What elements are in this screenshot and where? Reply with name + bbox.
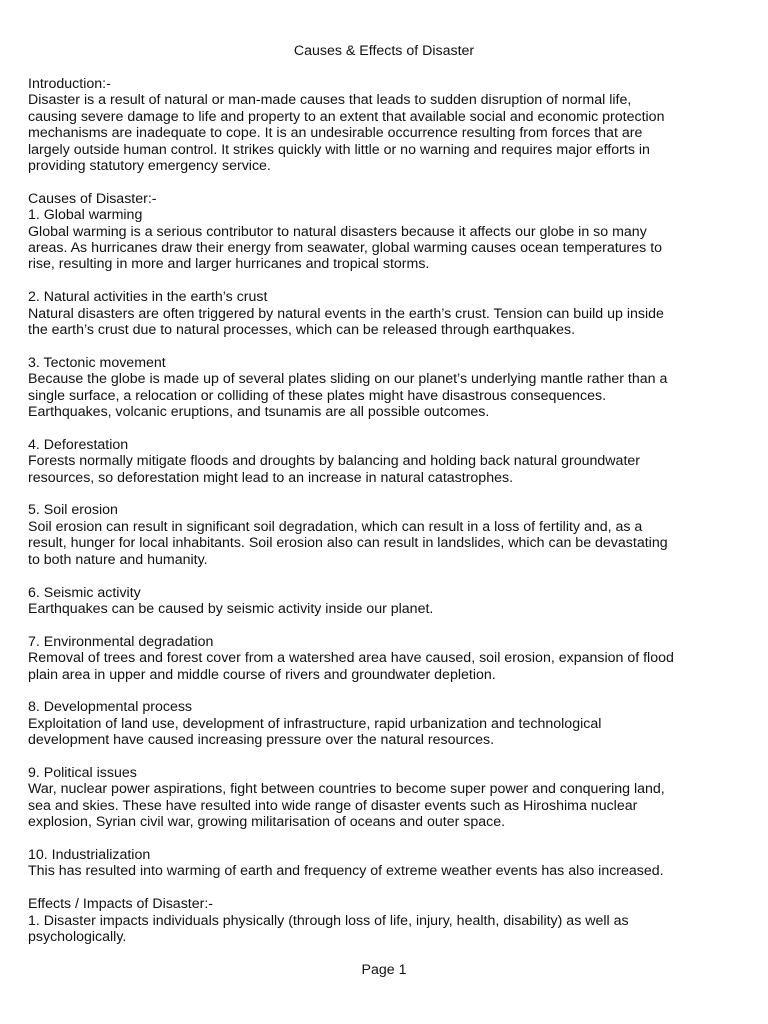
cause-line: single surface, a relocation or colliding of these plates might have disastrous consequences. [28,387,607,404]
cause-line: development have caused increasing pressure over the natural resources. [28,732,495,749]
cause-line: Natural disasters are often triggered by natural events in the earth’s crust. Tension can build up inside [28,305,664,322]
intro-line: Disaster is a result of natural or man-made causes that leads to sudden disruption of normal life, [28,92,632,109]
cause-line: Global warming is a serious contributor to natural disasters because it affects our globe in so many [28,223,647,240]
effect-line: psychologically. [28,928,127,945]
cause-heading: 3. Tectonic movement [28,354,166,371]
effect-line: 1. Disaster impacts individuals physically (through loss of life, injury, health, disability) as well as [28,912,629,929]
cause-line: areas. As hurricanes draw their energy from seawater, global warming causes ocean temperatures to [28,240,663,257]
cause-heading: 8. Developmental process [28,699,193,716]
cause-line: Earthquakes, volcanic eruptions, and tsunamis are all possible outcomes. [28,404,490,421]
intro-line: largely outside human control. It strikes quickly with little or no warning and requires major efforts in [28,141,650,158]
cause-line: Removal of trees and forest cover from a watershed area have caused, soil erosion, expansion of flood [28,650,674,667]
document-title: Causes & Effects of Disaster [293,43,475,59]
cause-line: to both nature and humanity. [28,551,208,568]
cause-line: resources, so deforestation might lead to an increase in natural catastrophes. [28,469,514,486]
cause-section-1 [28,191,740,273]
cause-section-8 [28,699,740,748]
cause-section-4 [28,437,740,486]
cause-heading: 9. Political issues [28,764,137,781]
cause-heading: 4. Deforestation [28,436,129,453]
cause-section-2 [28,289,740,338]
intro-heading: Introduction:- [28,76,111,92]
causes-heading: Causes of Disaster:- [28,190,157,207]
cause-line: Forests normally mitigate floods and droughts by balancing and holding back natural groundwater [28,453,641,470]
cause-section-6 [28,585,740,618]
cause-line: the earth’s crust due to natural processes, which can be released through earthquakes. [28,322,576,339]
effects-heading: Effects / Impacts of Disaster:- [28,896,214,913]
effects-section [28,896,740,945]
cause-line: sea and skies. These have resulted into wide range of disaster events such as Hiroshima nuclear [28,797,638,814]
cause-line: This has resulted into warming of earth and frequency of extreme weather events has also increased. [28,863,664,880]
intro-line: causing severe damage to life and property to an extent that available social and economic protection [28,108,665,125]
cause-line: Exploitation of land use, development of infrastructure, rapid urbanization and technological [28,715,602,732]
cause-heading: 7. Environmental degradation [28,633,214,650]
cause-section-9 [28,765,740,831]
cause-section-7 [28,634,740,683]
cause-heading: 2. Natural activities in the earth’s crust [28,289,268,306]
intro-line: providing statutory emergency service. [28,158,271,175]
cause-line: plain area in upper and middle course of rivers and groundwater depletion. [28,666,496,683]
cause-line: explosion, Syrian civil war, growing militarisation of oceans and outer space. [28,814,506,831]
cause-heading: 5. Soil erosion [28,502,118,519]
intro-line: mechanisms are inadequate to cope. It is an undesirable occurrence resulting from forces that are [28,125,643,142]
cause-section-5 [28,502,740,568]
cause-line: rise, resulting in more and larger hurricanes and tropical storms. [28,256,430,273]
cause-line: Because the globe is made up of several plates sliding on our planet’s underlying mantle rather than a [28,371,668,388]
cause-line: Soil erosion can result in significant soil degradation, which can result in a loss of fertility and, as a [28,518,643,535]
cause-line: result, hunger for local inhabitants. Soil erosion also can result in landslides, which can be devastating [28,535,668,552]
page-number: Page 1 [361,962,407,978]
cause-section-10 [28,847,740,880]
cause-heading: 10. Industrialization [28,846,151,863]
cause-line: Earthquakes can be caused by seismic activity inside our planet. [28,600,434,617]
intro-section [28,76,740,174]
cause-heading: 6. Seismic activity [28,584,141,601]
document-body [28,76,740,945]
cause-heading: 1. Global warming [28,207,143,224]
cause-line: War, nuclear power aspirations, fight between countries to become super power and conquering land, [28,781,665,798]
cause-section-3 [28,355,740,421]
